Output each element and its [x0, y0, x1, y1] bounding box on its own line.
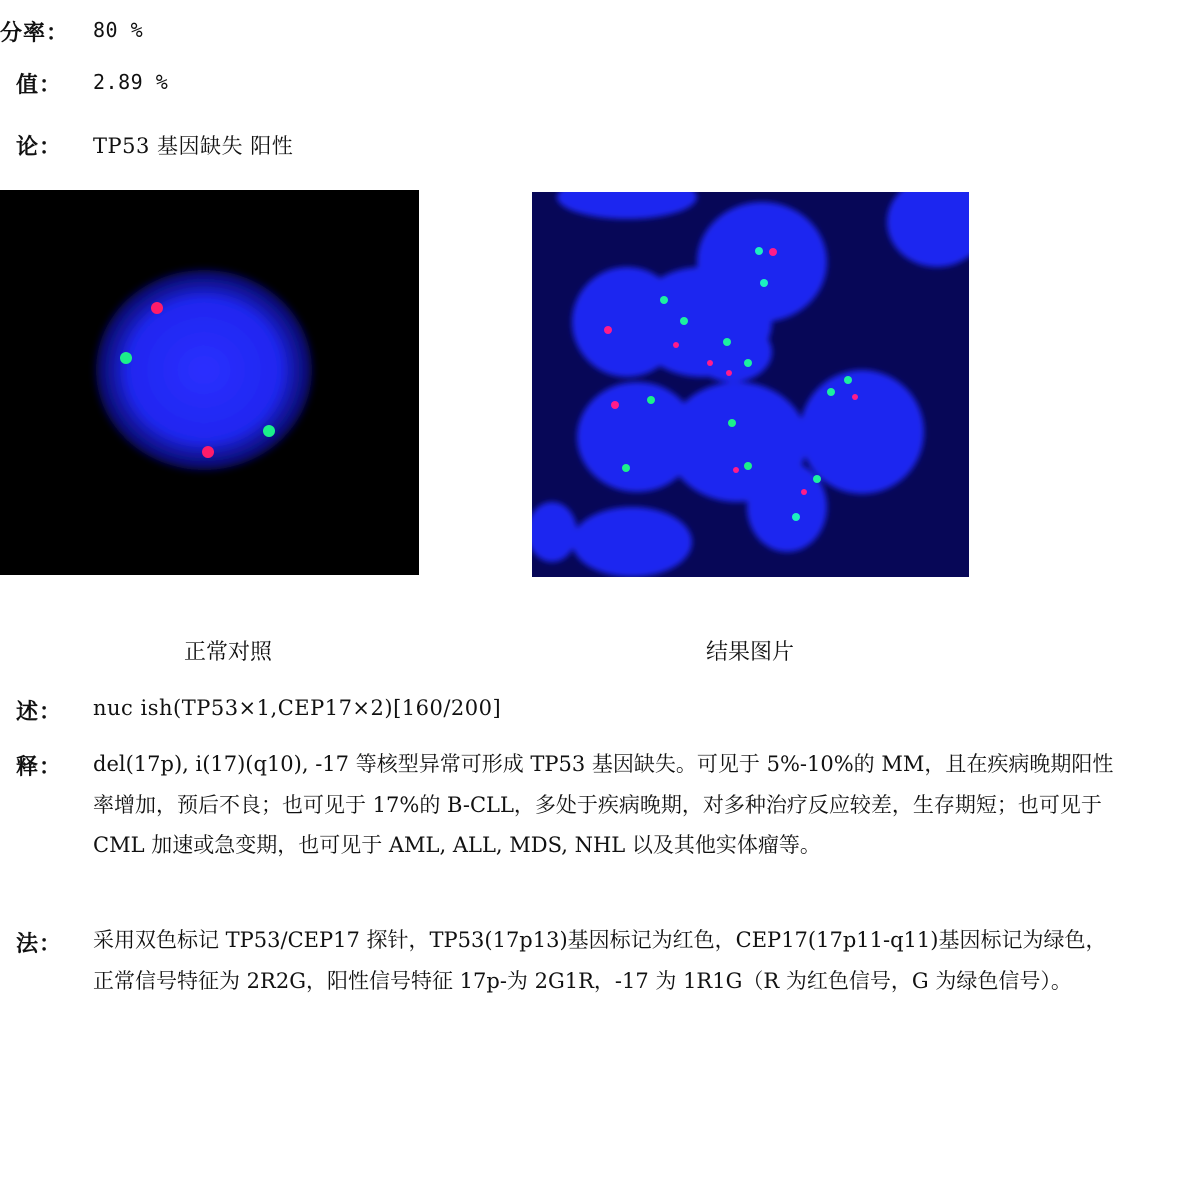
description-value: nuc ish(TP53×1,CEP17×2)[160/200]	[93, 696, 502, 720]
threshold-value: 2.89 %	[93, 70, 169, 94]
result-image-caption: 结果图片	[705, 640, 794, 665]
normal-control-nucleus-graphic	[0, 190, 419, 575]
threshold-label: 值：	[16, 73, 63, 98]
result-image	[532, 192, 969, 577]
result-nuclei-graphic	[532, 192, 969, 577]
description-label: 述：	[16, 700, 63, 725]
positive-rate-label: 分率：	[0, 21, 70, 46]
method-text: 采用双色标记 TP53/CEP17 探针，TP53(17p13)基因标记为红色，CEP17(17p11-q11)基因标记为绿色，正常信号特征为 2R2G，阳性信号特征 17p-为 2G1R，-17 为 1R1G（R 为红色信号，G 为绿色信号）。	[93, 928, 1107, 993]
conclusion-label: 论：	[16, 135, 63, 160]
positive-rate-value: 80 %	[93, 18, 144, 42]
method-label: 法：	[16, 932, 63, 957]
interpretation-label: 释：	[16, 755, 63, 780]
normal-control-image	[0, 190, 419, 575]
conclusion-value: TP53 基因缺失 阳性	[93, 134, 294, 158]
interpretation-text: del(17p), i(17)(q10), -17 等核型异常可形成 TP53 基因缺失。可见于 5%-10%的 MM，且在疾病晚期阳性率增加，预后不良；也可见于 17%的 B-CLL，多处于疾病晚期，对多种治疗反应较差，生存期短；也可见于 CML 加速或急变期，也可见于 AML, ALL, MDS, NHL 以及其他实体瘤等。	[93, 752, 1114, 857]
normal-control-caption: 正常对照	[183, 640, 272, 665]
